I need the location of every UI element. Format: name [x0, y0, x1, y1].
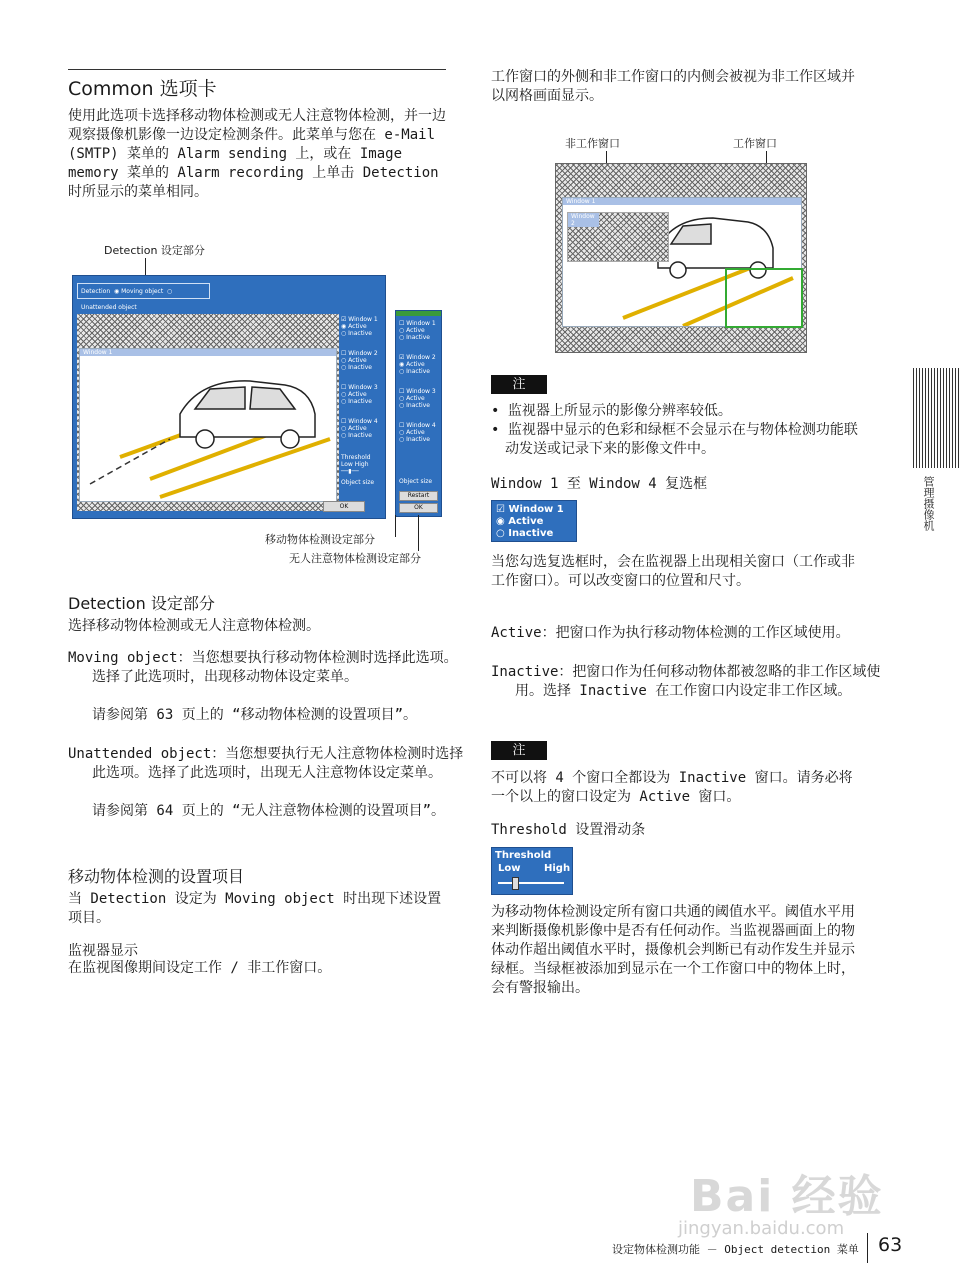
monitor-heading: 监视器显示 — [68, 943, 138, 959]
u-window4-control[interactable]: ☐ Window 4 ○ Active ○ Inactive — [399, 422, 436, 443]
watermark-brand: Bai 经验 — [690, 1171, 884, 1222]
inactive-def: Inactive：把窗口作为任何移动物体都被忽略的非工作区域使用。选择 Inactive 在工作窗口内设定非工作区域。 — [491, 664, 881, 699]
threshold-desc: 为移动物体检测设定所有窗口共通的阈值水平。阈值水平用来判断摄像机影像中是否有任何动作。当监视器画面上的物体动作超出阈值水平时，摄像机会判断已有动作发生并显示绿框。当绿框被添加到显示在一个工作窗口中的物体上时，会有警报输出。 — [491, 904, 855, 996]
u-object-size-label: Object size — [399, 478, 433, 485]
side-tab-label: 管理摄像机 — [922, 476, 935, 531]
detection-ui-figure — [72, 275, 386, 519]
monitor-area — [77, 314, 339, 511]
window1-control[interactable]: ☑ Window 1 ◉ Active ○ Inactive — [341, 316, 378, 337]
threshold-handle[interactable] — [512, 877, 519, 890]
object-size-label: Object size — [341, 479, 375, 486]
moving-controls — [341, 314, 381, 514]
u-window2-control[interactable]: ☑ Window 2 ◉ Active ○ Inactive — [399, 354, 436, 375]
watermark-url: jingyan.baidu.com — [678, 1218, 845, 1239]
detection-green-frame — [725, 268, 803, 328]
u-window3-control[interactable]: ☐ Window 3 ○ Active ○ Inactive — [399, 388, 436, 409]
threshold-control[interactable]: Threshold Low High ──▮── — [341, 454, 371, 475]
window3-control[interactable]: ☐ Window 3 ○ Active ○ Inactive — [341, 384, 378, 405]
label-nonwork-window: 非工作窗口 — [565, 137, 620, 150]
window2-control[interactable]: ☐ Window 2 ○ Active ○ Inactive — [341, 350, 378, 371]
note-badge-2: 注 — [491, 741, 547, 760]
right-intro: 工作窗口的外侧和非工作窗口的内侧会被视为非工作区域并以网格画面显示。 — [491, 69, 855, 104]
side-tab-stripes — [913, 368, 959, 468]
threshold-slider-sample: Threshold Low High — [491, 847, 573, 895]
moving-items-desc: 当 Detection 设定为 Moving object 时出现下述设置项目。 — [68, 891, 442, 926]
radio-unattended-object[interactable]: Unattended object — [81, 304, 137, 311]
callout-detection: Detection 设定部分 — [104, 244, 205, 257]
u-ok-button[interactable]: OK — [399, 503, 438, 513]
footer-text: 设定物体检测功能 － Object detection 菜单 — [612, 1243, 859, 1256]
radio-moving-object[interactable]: Moving object — [121, 288, 164, 295]
intro-paragraph: 使用此选项卡选择移动物体检测或无人注意物体检测，并一边观察摄像机影像一边设定检测条件。此菜单与您在 e-Mail (SMTP) 菜单的 Alarm sending 上，或在 Image memory 菜单的 Alarm recording 上单击 Detection 时所显示的菜单相同。 — [68, 108, 446, 200]
active-radio[interactable]: ◉ Active — [496, 516, 544, 527]
active-def: Active：把窗口作为执行移动物体检测的工作区域使用。 — [491, 625, 850, 641]
unattended-object-def: Unattended object：当您想要执行无人注意物体检测时选择此选项。选择了此选项时，出现无人注意物体设定菜单。 — [68, 746, 464, 781]
section-rule — [68, 69, 446, 70]
window1-checkbox[interactable]: ☑ Window 1 — [496, 504, 564, 515]
detection-heading: Detection 设定部分 — [68, 594, 215, 613]
inactive-radio[interactable]: ○ Inactive — [496, 528, 554, 539]
threshold-heading: Threshold 设置滑动条 — [491, 822, 646, 838]
note-badge-1: 注 — [491, 375, 547, 394]
unattended-ui-figure — [395, 310, 442, 517]
window4-control[interactable]: ☐ Window 4 ○ Active ○ Inactive — [341, 418, 378, 439]
detection-desc: 选择移动物体检测或无人注意物体检测。 — [68, 618, 320, 634]
page-number: 63 — [878, 1234, 903, 1256]
note1-item: • 监视器中显示的色彩和绿框不会显示在与物体检测功能联动发送或记录下来的影像文件中。 — [491, 422, 858, 457]
ok-button[interactable]: OK — [323, 501, 365, 512]
note1-list — [491, 402, 863, 459]
moving-items-heading: 移动物体检测的设置项目 — [68, 867, 245, 886]
window-checkbox-sample — [491, 500, 577, 542]
note2-text: 不可以将 4 个窗口全都设为 Inactive 窗口。请务必将一个以上的窗口设定为 Active 窗口。 — [491, 770, 853, 805]
callout-moving: 移动物体检测设定部分 — [265, 533, 375, 546]
callout-unattended: 无人注意物体检测设定部分 — [289, 552, 421, 565]
monitor-figure — [555, 163, 807, 353]
detection-selector: Detection ◉ Moving object ○ Unattended object — [77, 283, 210, 299]
u-window1-control[interactable]: ☐ Window 1 ○ Active ○ Inactive — [399, 320, 436, 341]
section-title: Common 选项卡 — [68, 78, 217, 100]
fig2-work-window[interactable]: Window 1 Window 2 — [562, 197, 802, 327]
label-work-window: 工作窗口 — [733, 137, 777, 150]
work-window[interactable]: Window 1 — [79, 348, 337, 502]
moving-object-ref: 请参阅第 63 页上的 “移动物体检测的设置项目”。 — [92, 707, 417, 723]
restart-button[interactable]: Restart — [399, 491, 438, 501]
window-checkbox-heading: Window 1 至 Window 4 复选框 — [491, 476, 708, 492]
note1-item: • 监视器上所显示的影像分辨率较低。 — [491, 403, 732, 419]
moving-object-def: Moving object：当您想要执行移动物体检测时选择此选项。选择了此选项时，出现移动物体设定菜单。 — [68, 650, 458, 685]
fig2-nonwork-window[interactable]: Window 2 — [567, 212, 669, 262]
threshold-track[interactable] — [498, 882, 564, 884]
car-illustration — [80, 359, 336, 499]
window-desc: 当您勾选复选框时，会在监视器上出现相关窗口（工作或非工作窗口）。可以改变窗口的位置和尺寸。 — [491, 554, 855, 589]
monitor-desc: 在监视图像期间设定工作 / 非工作窗口。 — [68, 960, 332, 976]
unattended-object-ref: 请参阅第 64 页上的 “无人注意物体检测的设置项目”。 — [92, 803, 445, 819]
